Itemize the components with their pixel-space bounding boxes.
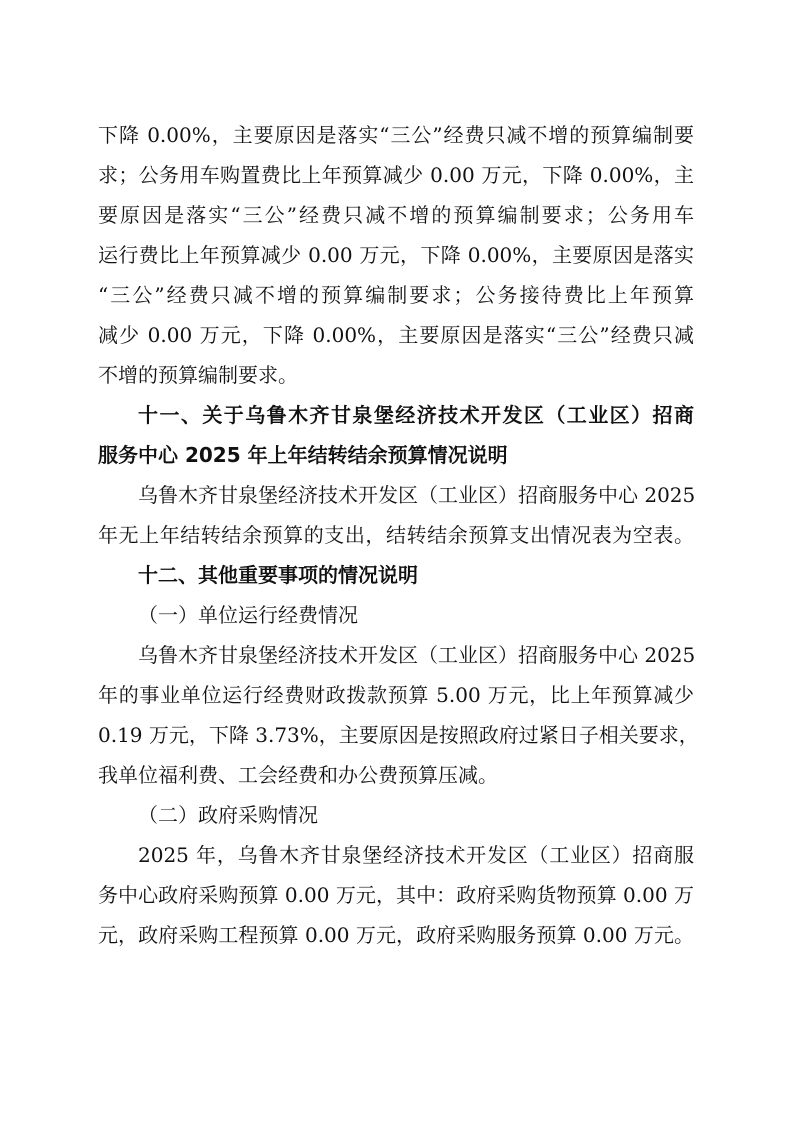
paragraph-line: 年的事业单位运行经费财政拨款预算 5.00 万元，比上年预算减少 xyxy=(98,683,694,707)
paragraph-line: 乌鲁木齐甘泉堡经济技术开发区（工业区）招商服务中心 2025 xyxy=(138,483,696,507)
paragraph-line: 务中心政府采购预算 0.00 万元，其中：政府采购货物预算 0.00 万 xyxy=(98,883,694,907)
paragraph-line: 求；公务用车购置费比上年预算减少 0.00 万元，下降 0.00%，主 xyxy=(98,163,694,187)
subsection-heading-1: （一）单位运行经费情况 xyxy=(138,603,358,627)
paragraph-line: 元，政府采购工程预算 0.00 万元，政府采购服务预算 0.00 万元。 xyxy=(98,923,694,947)
paragraph-line: 不增的预算编制要求。 xyxy=(98,363,298,387)
paragraph-line: 0.19 万元，下降 3.73%，主要原因是按照政府过紧日子相关要求， xyxy=(98,723,699,747)
section-heading-12: 十二、其他重要事项的情况说明 xyxy=(138,563,418,587)
paragraph-line: 年无上年结转结余预算的支出，结转结余预算支出情况表为空表。 xyxy=(98,523,694,547)
paragraph-line: 下降 0.00%，主要原因是落实“三公”经费只减不增的预算编制要 xyxy=(98,123,694,147)
paragraph-line: 要原因是落实“三公”经费只减不增的预算编制要求；公务用车 xyxy=(98,203,694,227)
subsection-heading-2: （二）政府采购情况 xyxy=(138,803,318,827)
paragraph-line: 运行费比上年预算减少 0.00 万元，下降 0.00%，主要原因是落实 xyxy=(98,243,694,267)
paragraph-line: 减少 0.00 万元，下降 0.00%，主要原因是落实“三公”经费只减 xyxy=(98,323,694,347)
section-heading-11: 十一、关于乌鲁木齐甘泉堡经济技术开发区（工业区）招商 xyxy=(138,403,694,427)
section-heading-11-cont: 服务中心 2025 年上年结转结余预算情况说明 xyxy=(98,443,508,467)
paragraph-line: 乌鲁木齐甘泉堡经济技术开发区（工业区）招商服务中心 2025 xyxy=(138,643,696,667)
paragraph-line: 我单位福利费、工会经费和办公费预算压减。 xyxy=(98,763,498,787)
paragraph-line: 2025 年，乌鲁木齐甘泉堡经济技术开发区（工业区）招商服 xyxy=(138,843,694,867)
paragraph-line: “三公”经费只减不增的预算编制要求；公务接待费比上年预算 xyxy=(98,283,694,307)
